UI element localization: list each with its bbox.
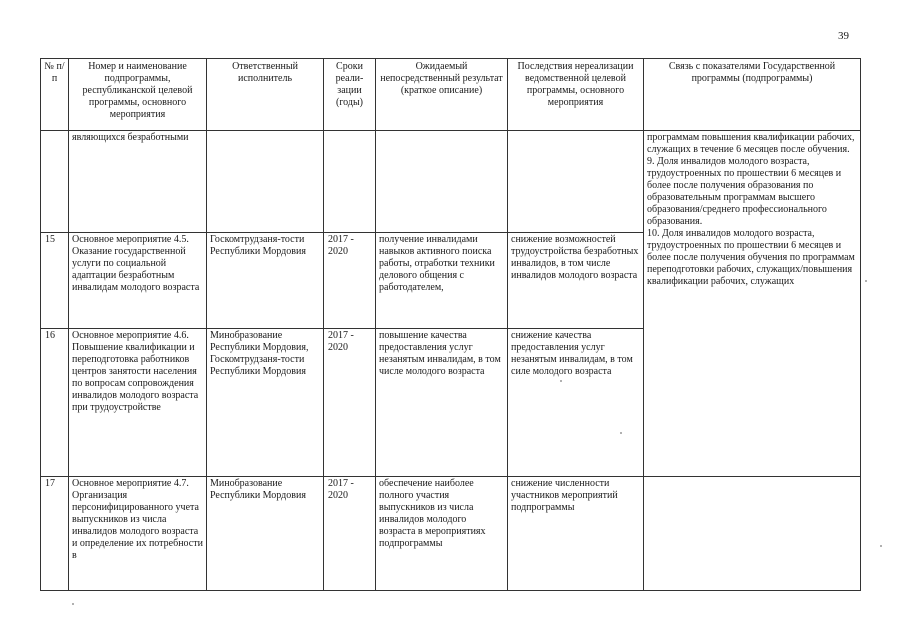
page-number: 39 — [838, 30, 849, 42]
scan-speck — [72, 603, 74, 605]
cell-dates: 2017 - 2020 — [324, 233, 376, 329]
scan-speck — [865, 280, 867, 282]
program-table — [40, 58, 861, 591]
table-row-continuation — [41, 131, 861, 233]
link-text-2: 9. Доля инвалидов молодого возраста, трудоустроенных по прошествии 6 месяцев и более после получения образования по образовательным программам высшего образования/среднего профессионального образования. — [647, 156, 842, 227]
header-name: Номер и наименование подпрограммы, республиканской целевой программы, основного мероприятия — [69, 59, 207, 131]
cell-result: получение инвалидами навыков активного поиска работы, отработки техники делового общения с работодателем, — [376, 233, 508, 329]
cell-num: 16 — [41, 329, 69, 477]
cell-consequences: снижение возможностей трудоустройства безработных инвалидов, в том числе инвалидов молодого возраста — [508, 233, 644, 329]
scan-speck — [880, 545, 882, 547]
cell-consequences — [508, 131, 644, 233]
cell-dates — [324, 131, 376, 233]
header-executor: Ответственный исполнитель — [207, 59, 324, 131]
cell-num — [41, 131, 69, 233]
cell-dates: 2017 - 2020 — [324, 329, 376, 477]
cell-num: 15 — [41, 233, 69, 329]
header-row — [41, 59, 861, 131]
header-num: № п/п — [41, 59, 69, 131]
header-consequences: Последствия нереализации ведомственной целевой программы, основного мероприятия — [508, 59, 644, 131]
header-link: Связь с показателями Государственной программы (подпрограммы) — [644, 59, 861, 131]
cell-consequences: снижение численности участников мероприятий подпрограммы — [508, 477, 644, 591]
scan-speck — [560, 380, 562, 382]
cell-result: повышение качества предоставления услуг незанятым инвалидам, в том числе молодого возраста — [376, 329, 508, 477]
cell-name: Основное мероприятие 4.7. Организация персонифицированного учета выпускников из числа инвалидов молодого возраста и определение их потребности в — [69, 477, 207, 591]
cell-name: Основное мероприятие 4.5. Оказание государственной услуги по социальной адаптации безработным инвалидам молодого возраста — [69, 233, 207, 329]
cell-link — [644, 131, 861, 477]
link-text-1: программам повышения квалификации рабочих, служащих в течение 6 месяцев после обучения. — [647, 132, 855, 155]
cell-executor: Минобразование Республики Мордовия — [207, 477, 324, 591]
cell-num: 17 — [41, 477, 69, 591]
scan-speck — [620, 432, 622, 434]
cell-executor — [207, 131, 324, 233]
cell-result: обеспечение наиболее полного участия выпускников из числа инвалидов молодого возраста в мероприятиях подпрограммы — [376, 477, 508, 591]
cell-executor: Госкомтрудзаня-тости Республики Мордовия — [207, 233, 324, 329]
cell-consequences: снижение качества предоставления услуг незанятым инвалидам, в том силе молодого возраста — [508, 329, 644, 477]
cell-dates: 2017 - 2020 — [324, 477, 376, 591]
cell-name: Основное мероприятие 4.6. Повышение квалификации и переподготовка работников центров занятости населения по вопросам сопровождения инвалидов молодого возраста при трудоустройстве — [69, 329, 207, 477]
cell-link-empty — [644, 477, 861, 591]
link-text-3: 10. Доля инвалидов молодого возраста, трудоустроенных по прошествии 6 месяцев и более после получения обучения по программам переподготовки рабочих, служащих/повышения квалификации рабочих, служащих — [647, 228, 855, 287]
cell-result — [376, 131, 508, 233]
cell-name: являющихся безработными — [69, 131, 207, 233]
header-result: Ожидаемый непосредственный результат (краткое описание) — [376, 59, 508, 131]
cell-executor: Минобразование Республики Мордовия, Госкомтрудзаня-тости Республики Мордовия — [207, 329, 324, 477]
table-row — [41, 477, 861, 591]
header-dates: Сроки реали-зации (годы) — [324, 59, 376, 131]
